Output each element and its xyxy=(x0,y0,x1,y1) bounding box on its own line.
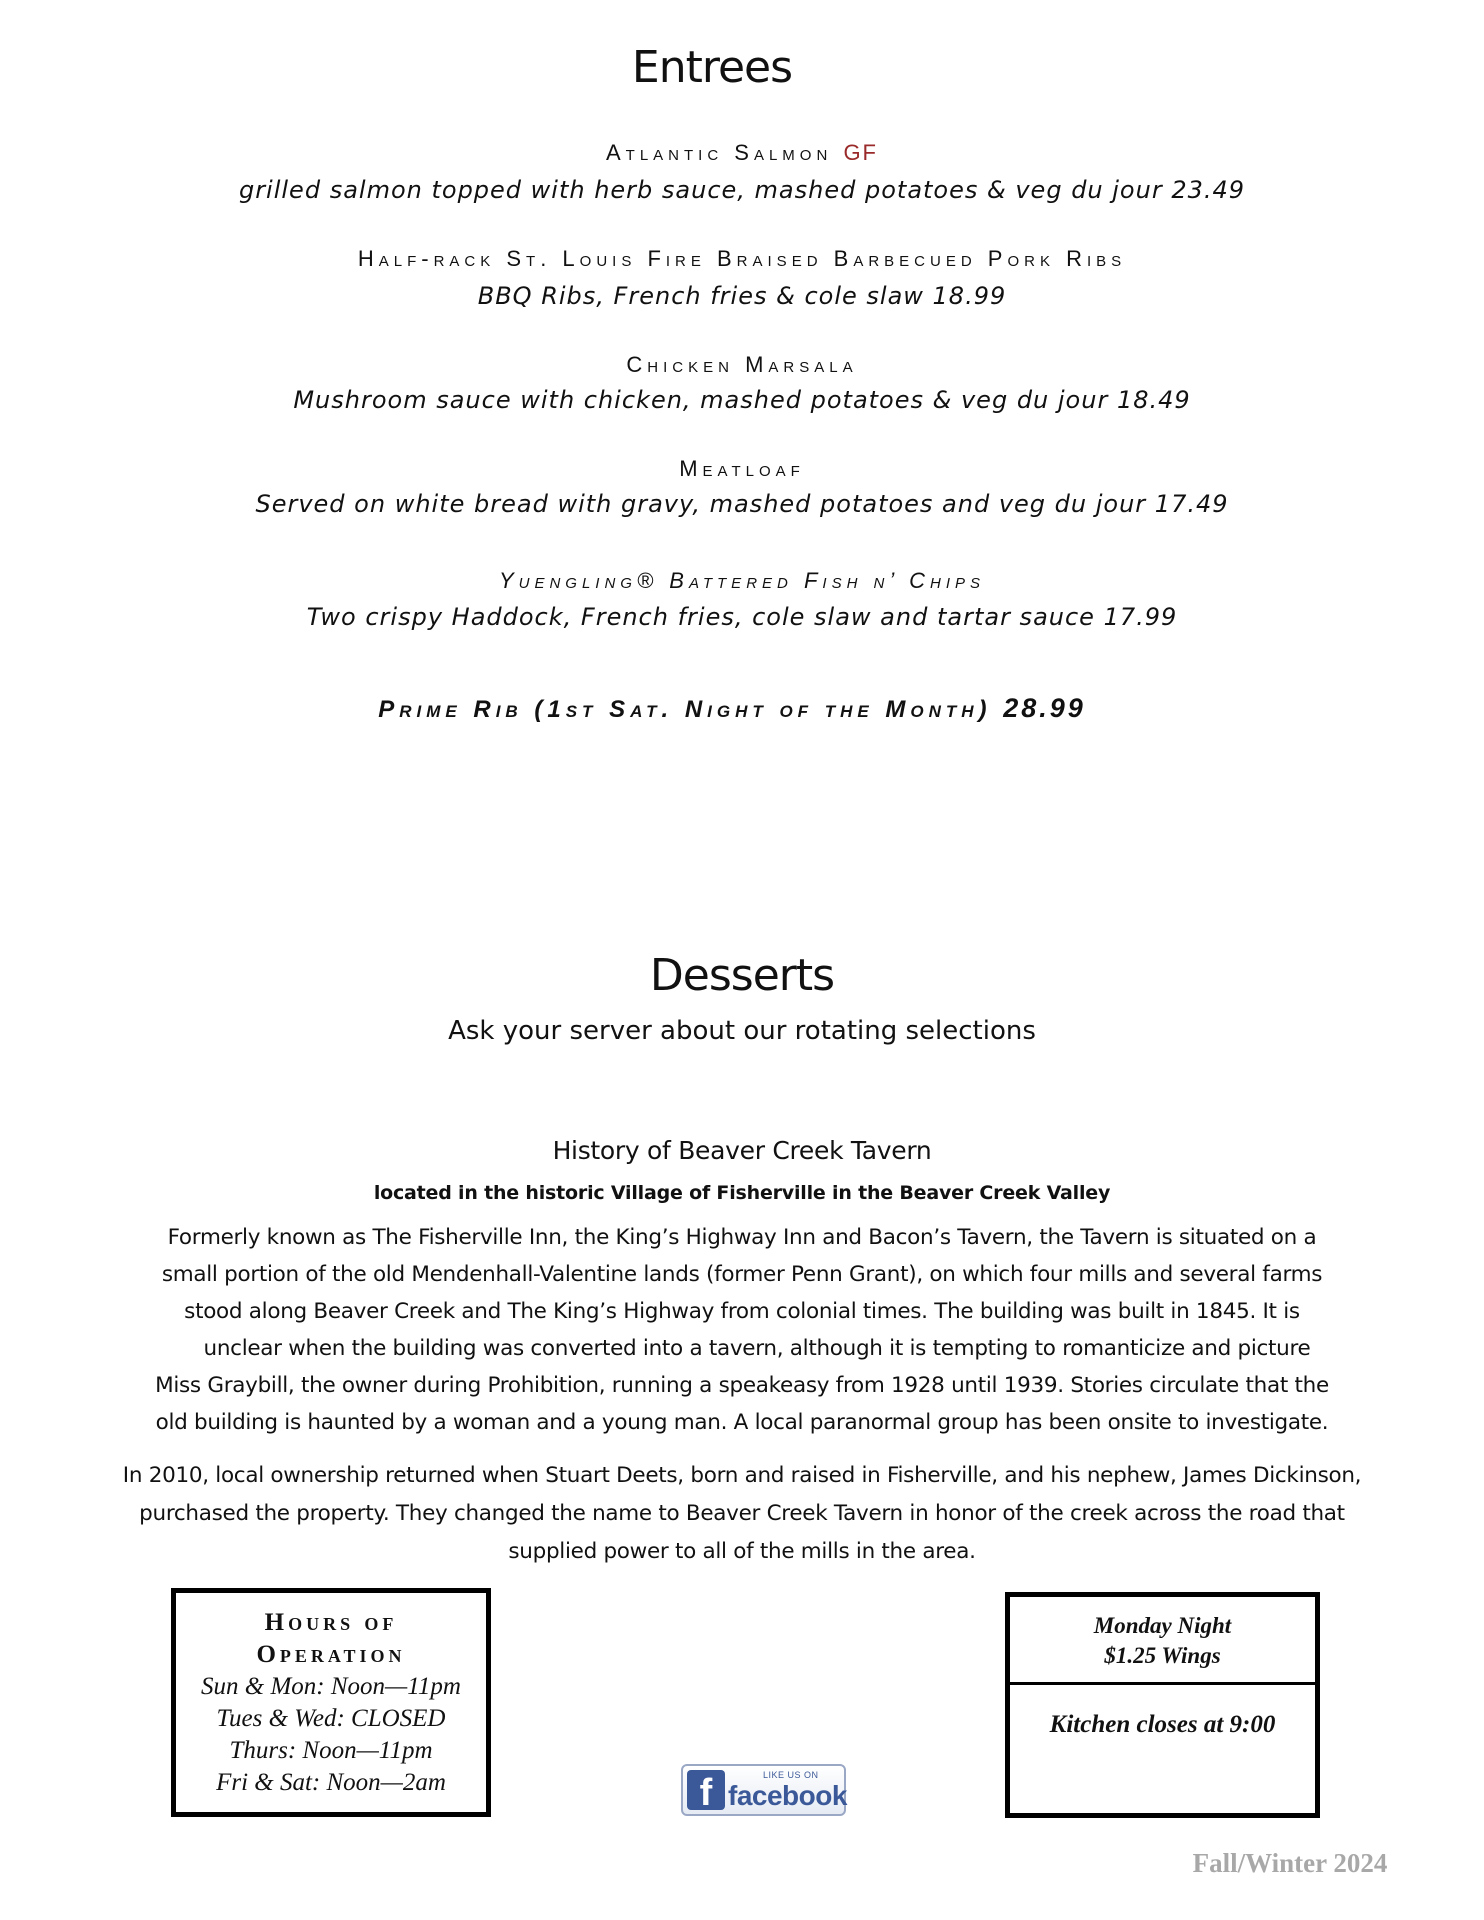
hours-box xyxy=(171,1588,491,1817)
desserts-title: Desserts xyxy=(649,950,835,1001)
kitchen-closing-note: Kitchen closes at 9:00 xyxy=(1049,1711,1276,1738)
menu-item-desc-ribs: BBQ Ribs, French fries & cole slaw 18.99 xyxy=(477,282,1007,310)
menu-item-name-salmon xyxy=(0,140,1484,166)
prime-rib-label: Prime Rib (1st Sat. Night of the Month) xyxy=(378,696,992,723)
facebook-like-badge[interactable] xyxy=(681,1764,846,1816)
paragraph-line: purchased the property. They changed the name to Beaver Creek Tavern in honor of the creek across the road that xyxy=(139,1501,1345,1526)
hours-title-line-2: Operation xyxy=(256,1641,406,1668)
paragraph-line: Formerly known as The Fisherville Inn, the King’s Highway Inn and Bacon’s Tavern, the Tavern is situated on a xyxy=(167,1225,1317,1250)
hours-line: Sun & Mon: Noon—11pm xyxy=(201,1673,461,1700)
paragraph-line: In 2010, local ownership returned when Stuart Deets, born and raised in Fisherville, and his nephew, James Dickinson, xyxy=(122,1463,1362,1488)
paragraph-line: supplied power to all of the mills in the area. xyxy=(508,1539,976,1564)
hours-title-line-1: Hours of xyxy=(264,1609,398,1636)
hours-line: Tues & Wed: CLOSED xyxy=(216,1705,446,1732)
menu-item-name-chicken: Chicken Marsala xyxy=(626,352,858,377)
menu-item-name-fish: Yuengling® Battered Fish n’ Chips xyxy=(498,568,986,593)
menu-item-desc-chicken: Mushroom sauce with chicken, mashed potatoes & veg du jour 18.49 xyxy=(293,386,1191,414)
menu-item-desc-salmon: grilled salmon topped with herb sauce, mashed potatoes & veg du jour 23.49 xyxy=(238,176,1246,204)
prime-rib-special xyxy=(0,693,1474,724)
menu-item-desc-meatloaf: Served on white bread with gravy, mashed potatoes and veg du jour 17.49 xyxy=(255,490,1229,518)
menu-item-name-ribs: Half-rack St. Louis Fire Braised Barbecued Pork Ribs xyxy=(357,246,1127,271)
history-title: History of Beaver Creek Tavern xyxy=(552,1136,932,1165)
paragraph-line: Miss Graybill, the owner during Prohibition, running a speakeasy from 1928 until 1939. Stories circulate that the xyxy=(155,1373,1329,1398)
hours-line: Fri & Sat: Noon—2am xyxy=(216,1769,446,1796)
facebook-like-text: LIKE US ON xyxy=(763,1770,819,1780)
item-name-text: Atlantic Salmon xyxy=(606,140,833,165)
paragraph-line: old building is haunted by a woman and a young man. A local paranormal group has been onsite to investigate. xyxy=(155,1410,1329,1435)
menu-item-name-meatloaf: Meatloaf xyxy=(679,456,805,481)
history-paragraph-1 xyxy=(0,1219,1484,1441)
prime-rib-price: 28.99 xyxy=(1003,693,1086,723)
specials-box xyxy=(1005,1592,1320,1818)
season-label: Fall/Winter 2024 xyxy=(1192,1848,1388,1878)
entrees-title: Entrees xyxy=(631,42,793,93)
facebook-icon: f xyxy=(687,1770,725,1810)
paragraph-line: small portion of the old Mendenhall-Valentine lands (former Penn Grant), on which four mills and several farms xyxy=(161,1262,1323,1287)
hours-line: Thurs: Noon—11pm xyxy=(229,1737,433,1764)
history-paragraph-2 xyxy=(0,1457,1484,1571)
wings-line-2: $1.25 Wings xyxy=(1104,1643,1221,1668)
menu-item-desc-fish: Two crispy Haddock, French fries, cole slaw and tartar sauce 17.99 xyxy=(306,603,1178,631)
wings-line-1: Monday Night xyxy=(1093,1613,1232,1638)
desserts-subtitle: Ask your server about our rotating selections xyxy=(448,1016,1036,1046)
gluten-free-tag: GF xyxy=(843,140,878,165)
paragraph-line: stood along Beaver Creek and The King’s Highway from colonial times. The building was built in 1845. It is xyxy=(184,1299,1300,1324)
paragraph-line: unclear when the building was converted into a tavern, although it is tempting to romanticize and picture xyxy=(203,1336,1311,1361)
history-subtitle: located in the historic Village of Fisherville in the Beaver Creek Valley xyxy=(373,1182,1111,1204)
facebook-wordmark: facebook xyxy=(728,1780,847,1811)
monday-wings-section xyxy=(1010,1597,1315,1685)
